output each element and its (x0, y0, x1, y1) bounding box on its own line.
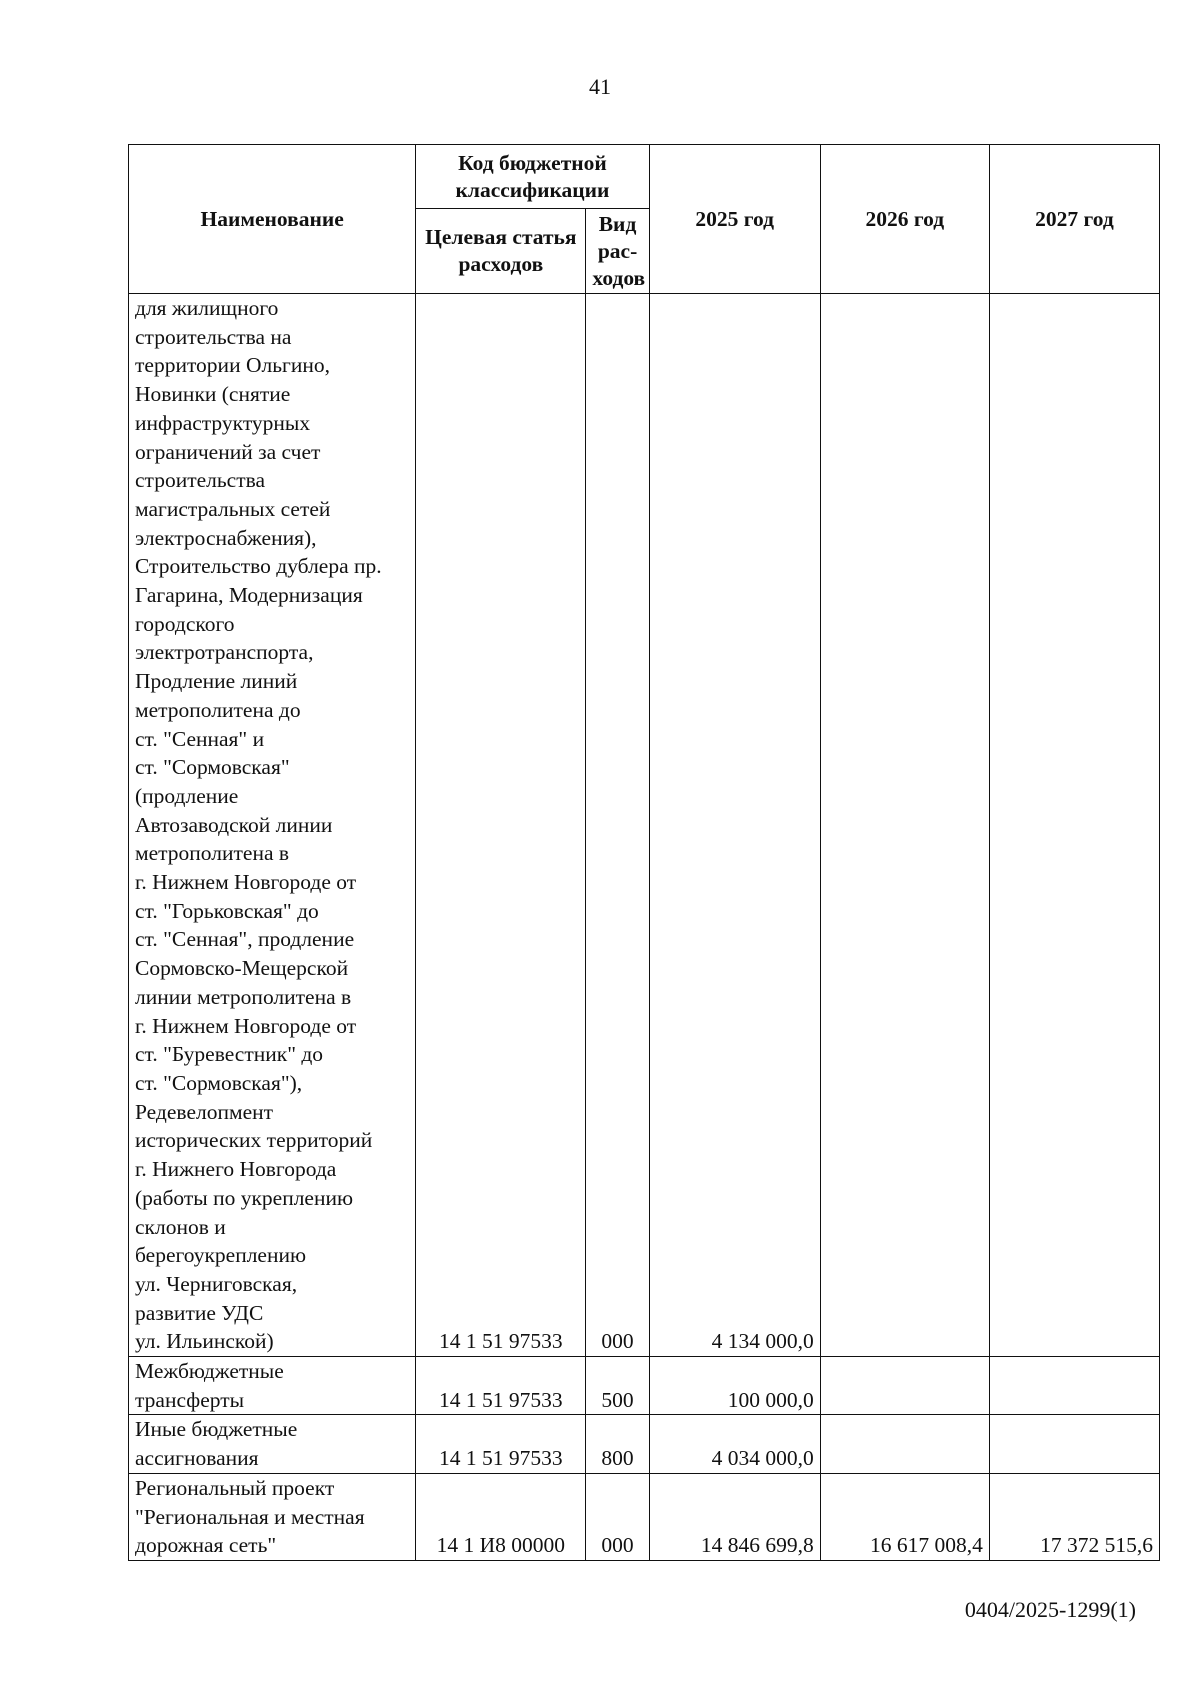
row-name-line: Гагарина, Модернизация (135, 583, 363, 608)
row-name-line: склонов и (135, 1214, 226, 1239)
row-value-2027 (989, 1415, 1159, 1473)
row-name-line: Межбюджетные (135, 1359, 284, 1384)
table-row (129, 1415, 1160, 1473)
row-name-line: Продление линий (135, 669, 298, 694)
row-name-line: г. Нижнего Новгорода (135, 1157, 337, 1182)
row-name-line: ст. "Буревестник" до (135, 1042, 324, 1067)
row-name-line: "Региональная и местная (135, 1504, 365, 1529)
row-name-line: развитие УДС (135, 1300, 264, 1325)
table-row (129, 1473, 1160, 1560)
row-value-2026 (820, 1357, 989, 1415)
row-target-article: 14 1 И8 00000 (416, 1473, 586, 1560)
row-name-line: магистральных сетей (135, 496, 331, 521)
row-name-line: метрополитена до (135, 697, 301, 722)
row-name-line: ст. "Сормовская" (135, 755, 290, 780)
row-name-line: Редевелопмент (135, 1099, 274, 1124)
row-name (129, 1473, 416, 1560)
row-name-line: ст. "Сенная" и (135, 726, 265, 751)
row-name-line: ст. "Сенная", продление (135, 927, 355, 952)
header-year-2027: 2027 год (989, 145, 1159, 294)
row-name-line: ст. "Горьковская" до (135, 898, 319, 923)
budget-table (128, 144, 1160, 1561)
row-value-2027 (989, 1357, 1159, 1415)
row-name-line: дорожная сеть" (135, 1533, 277, 1558)
row-value-2027: 17 372 515,6 (989, 1473, 1159, 1560)
row-name-line: ст. "Сормовская"), (135, 1070, 303, 1095)
row-name-line: строительства (135, 468, 266, 493)
table-body (129, 294, 1160, 1561)
header-name: Наименование (129, 145, 416, 294)
row-name-line: исторических территорий (135, 1128, 373, 1153)
row-name-line: строительства на (135, 324, 292, 349)
header-year-2026: 2026 год (820, 145, 989, 294)
table-row (129, 294, 1160, 1357)
row-name-line: трансферты (135, 1387, 245, 1412)
row-name-line: Сормовско-Мещерской (135, 956, 349, 981)
row-name-line: ограничений за счет (135, 439, 321, 464)
row-value-2025: 14 846 699,8 (649, 1473, 820, 1560)
row-value-2026 (820, 294, 989, 1357)
row-value-2026: 16 617 008,4 (820, 1473, 989, 1560)
header-year-2025: 2025 год (649, 145, 820, 294)
row-name-line: (продление (135, 783, 239, 808)
row-name-line: инфраструктурных (135, 410, 311, 435)
row-name (129, 1357, 416, 1415)
row-name-line: Региональный проект (135, 1475, 335, 1500)
header-expense-type: Вид рас-ходов (586, 209, 649, 294)
header-budget-code-group: Код бюджетной классификации (416, 145, 649, 209)
row-expense-type: 000 (586, 294, 649, 1357)
row-value-2026 (820, 1415, 989, 1473)
row-name-line: территории Ольгино, (135, 353, 330, 378)
row-target-article: 14 1 51 97533 (416, 1357, 586, 1415)
row-expense-type: 500 (586, 1357, 649, 1415)
row-name-line: ул. Черниговская, (135, 1271, 298, 1296)
row-name-line: Иные бюджетные (135, 1417, 298, 1442)
row-name (129, 1415, 416, 1473)
row-value-2027 (989, 294, 1159, 1357)
row-value-2025: 100 000,0 (649, 1357, 820, 1415)
header-target-article: Целевая статья расходов (416, 209, 586, 294)
page-number: 41 (589, 74, 611, 99)
row-name-line: для жилищного (135, 296, 279, 320)
row-name-line: ассигнования (135, 1446, 259, 1471)
row-name-line: метрополитена в (135, 841, 290, 866)
row-name-line: г. Нижнем Новгороде от (135, 1013, 357, 1038)
row-target-article: 14 1 51 97533 (416, 1415, 586, 1473)
row-name-line: г. Нижнем Новгороде от (135, 870, 357, 895)
row-name (129, 294, 416, 1357)
row-name-line: электротранспорта, (135, 640, 314, 665)
row-value-2025: 4 034 000,0 (649, 1415, 820, 1473)
row-expense-type: 800 (586, 1415, 649, 1473)
row-name-line: линии метрополитена в (135, 984, 352, 1009)
row-name-line: Новинки (снятие (135, 382, 291, 407)
row-name-line: электроснабжения), (135, 525, 317, 550)
row-target-article: 14 1 51 97533 (416, 294, 586, 1357)
row-value-2025: 4 134 000,0 (649, 294, 820, 1357)
row-name-line: Автозаводской линии (135, 812, 333, 837)
row-name-line: ул. Ильинской) (135, 1329, 274, 1354)
row-name-line: городского (135, 611, 235, 636)
table-row (129, 1357, 1160, 1415)
document-code: 0404/2025-1299(1) (964, 1597, 1136, 1622)
row-name-line: (работы по укреплению (135, 1185, 354, 1210)
row-name-line: берегоукреплению (135, 1243, 307, 1268)
row-expense-type: 000 (586, 1473, 649, 1560)
row-name-line: Строительство дублера пр. (135, 554, 382, 579)
